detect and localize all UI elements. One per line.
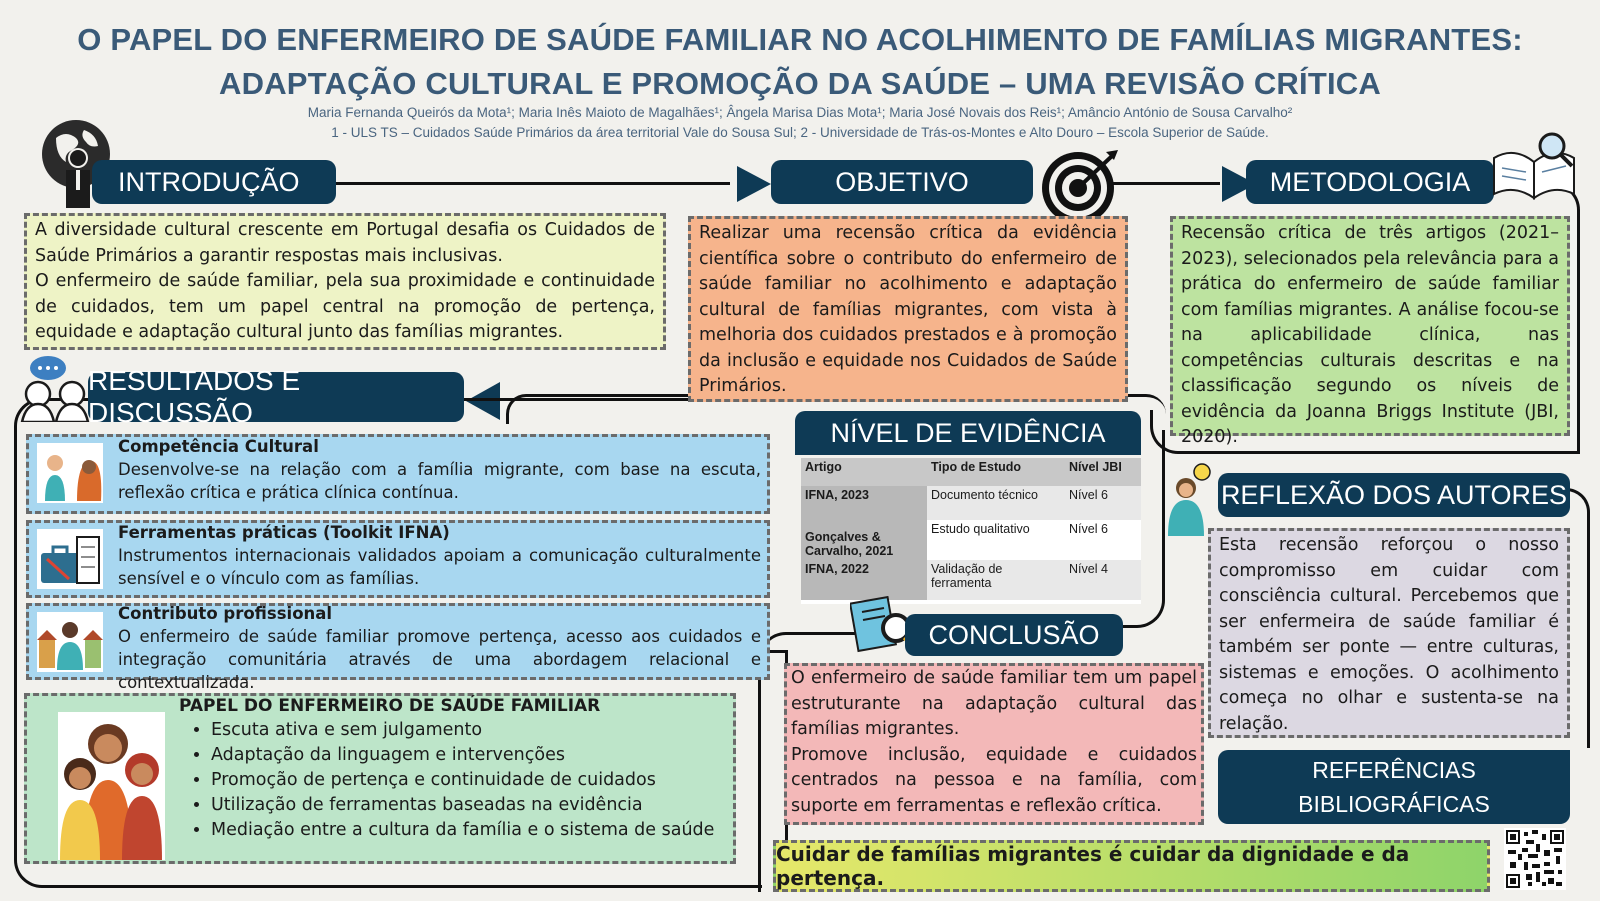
col-header-nivel: Nível JBI <box>1069 460 1122 474</box>
role-list-item: • Mediação entre a cultura da família e o sistema de saúde <box>211 818 714 843</box>
intro-paragraph-1: A diversidade cultural crescente em Portugal desafia os Cuidados de Saúde Primários a garantir respostas mais inclusivas. <box>35 220 655 266</box>
cell-artigo: Gonçalves & Carvalho, 2021 <box>801 520 927 560</box>
cell-tipo: Documento técnico <box>927 486 1065 520</box>
references-button[interactable] <box>1218 750 1570 824</box>
arrow-to-objective <box>737 166 771 202</box>
poster-title-line2: ADAPTAÇÃO CULTURAL E PROMOÇÃO DA SAÚDE – UMA REVISÃO CRÍTICA <box>219 66 1381 101</box>
role-title: PAPEL DO ENFERMEIRO DE SAÚDE FAMILIAR <box>179 696 601 716</box>
evidence-heading-label: NÍVEL DE EVIDÊNCIA <box>830 417 1106 448</box>
intro-heading-label: INTRODUÇÃO <box>118 166 300 197</box>
col-header-tipo: Tipo de Estudo <box>931 460 1022 474</box>
speech-bubbles-people-icon <box>18 354 96 422</box>
open-book-magnifier-icon <box>1488 128 1580 202</box>
qr-code[interactable] <box>1504 828 1566 890</box>
migrant-family-illustration <box>58 712 165 860</box>
result-card-cultural-competence <box>26 434 770 514</box>
conclusion-box <box>784 663 1204 825</box>
role-list-item: • Promoção de pertença e continuidade de cuidados <box>211 768 714 793</box>
objective-heading <box>771 160 1033 204</box>
connector-intro-objective <box>330 182 730 185</box>
thinking-woman-icon <box>1164 462 1216 536</box>
methodology-heading-label: METODOLOGIA <box>1269 166 1471 197</box>
role-box <box>24 693 736 864</box>
cell-tipo: Estudo qualitativo <box>927 520 1065 560</box>
col-header-artigo: Artigo <box>805 460 842 474</box>
cell-tipo: Validação de ferramenta <box>927 560 1065 600</box>
affiliations: 1 - ULS TS – Cuidados Saúde Primários da área territorial Vale do Sousa Sul; 2 - Universidade de Trás-os-Montes e Alto Douro – Escola Superior de Saúde. <box>331 125 1269 140</box>
tagline-text: Cuidar de famílias migrantes é cuidar da dignidade e da pertença. <box>776 842 1410 890</box>
methodology-text: Recensão crítica de três artigos (2021–2023), selecionados pela relevância para a prática do enfermeiro de saúde familiar com famílias migrantes. A análise focou-se na aplicabilidade clínica, nas competências culturais descritas e na classificação segundo os níveis de evidência da Joanna Briggs Institute (JBI, 2020). <box>1181 223 1559 447</box>
conclusion-heading <box>905 614 1123 656</box>
evidence-table-wrap <box>801 458 1141 604</box>
target-icon <box>1040 146 1120 226</box>
role-list-item: • Adaptação da linguagem e intervenções <box>211 743 714 768</box>
tagline-box <box>773 840 1490 892</box>
intro-heading <box>92 160 336 204</box>
cell-nivel: Nível 4 <box>1065 560 1141 600</box>
objective-heading-label: OBJETIVO <box>835 166 969 197</box>
card-title: Ferramentas práticas (Toolkit IFNA) <box>118 523 450 542</box>
result-card-toolkit <box>26 520 770 598</box>
methodology-heading <box>1246 160 1494 204</box>
references-line2: BIBLIOGRÁFICAS <box>1298 791 1490 817</box>
cell-artigo: IFNA, 2023 <box>801 486 927 520</box>
card-text: Instrumentos internacionais validados apoiam a comunicação culturalmente sensível e o vínculo com as famílias. <box>118 546 761 588</box>
poster-title-line1: O PAPEL DO ENFERMEIRO DE SAÚDE FAMILIAR NO ACOLHIMENTO DE FAMÍLIAS MIGRANTES: <box>77 22 1523 57</box>
nurse-community-icon <box>37 612 103 672</box>
toolkit-icon <box>37 529 103 589</box>
results-heading <box>88 365 464 428</box>
intro-box <box>24 213 666 350</box>
role-list-item: • Utilização de ferramentas baseadas na evidência <box>211 793 714 818</box>
reflection-heading-label: REFLEXÃO DOS AUTORES <box>1220 479 1568 510</box>
evidence-table <box>801 458 1141 600</box>
role-list-item: • Escuta ativa e sem julgamento <box>211 718 714 743</box>
conclusion-paragraph-1: O enfermeiro de saúde familiar tem um papel estruturante na adaptação cultural das famílias migrantes. <box>791 668 1197 739</box>
conclusion-heading-label: CONCLUSÃO <box>928 619 1100 650</box>
result-card-professional <box>26 603 770 692</box>
cell-nivel: Nível 6 <box>1065 486 1141 520</box>
nurse-with-migrant-woman-icon <box>37 443 103 503</box>
reflection-text: Esta recensão reforçou o nosso compromisso em cuidar com consciência cultural. Percebemos que ser enfermeira de saúde familiar é também ser ponte — entre culturas, sistemas e emoções. O acolhimento começa no olhar e sustenta-se na relação. <box>1219 535 1559 734</box>
cell-nivel: Nível 6 <box>1065 520 1141 560</box>
card-text: O enfermeiro de saúde familiar promove pertença, acesso aos cuidados e integração comunitária através de uma abordagem relacional e contextualizada. <box>118 627 761 692</box>
evidence-heading <box>795 411 1141 455</box>
card-title: Contributo profissional <box>118 604 333 623</box>
conclusion-paragraph-2: Promove inclusão, equidade e cuidados centrados na pessoa e na família, com suporte em ferramentas e reflexão crítica. <box>791 744 1197 816</box>
objective-box <box>688 216 1128 402</box>
card-title: Competência Cultural <box>118 437 319 456</box>
results-heading-label: RESULTADOS E DISCUSSÃO <box>88 365 301 428</box>
reflection-heading <box>1218 473 1570 517</box>
methodology-box <box>1170 216 1570 447</box>
intro-paragraph-2: O enfermeiro de saúde familiar, pela sua proximidade e continuidade de cuidados, tem um papel central na promoção de pertença, equidade e adaptação cultural junto das famílias migrantes. <box>35 271 655 342</box>
authors: Maria Fernanda Queirós da Mota¹; Maria Inês Maioto de Magalhães¹; Ângela Marisa Dias Mota¹; Maria José Novais dos Reis¹; Amâncio António de Sousa Carvalho² <box>307 105 1293 120</box>
reflection-box <box>1208 528 1570 738</box>
objective-text: Realizar uma recensão crítica da evidência científica sobre o contributo do enfermeiro de saúde familiar no acolhimento e adaptação cultural de famílias migrantes, com vista à melhoria dos cuidados prestados e à promoção da inclusão e equidade nos Cuidados de Saúde Primários. <box>699 223 1117 396</box>
references-line1: REFERÊNCIAS <box>1312 757 1476 783</box>
cell-artigo: IFNA, 2022 <box>801 560 927 600</box>
card-text: Desenvolve-se na relação com a família migrante, com base na escuta, reflexão crítica e prática clínica contínua. <box>118 460 761 502</box>
role-list <box>189 718 714 843</box>
